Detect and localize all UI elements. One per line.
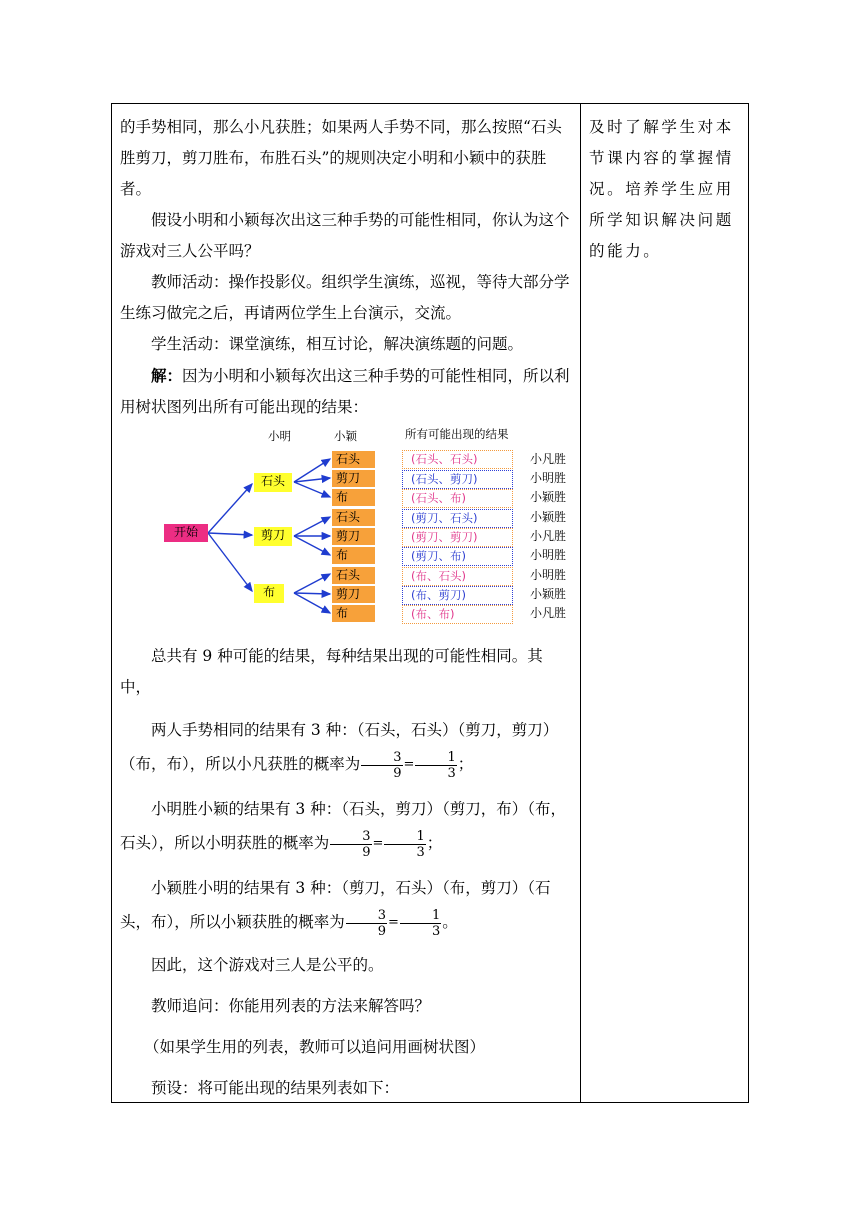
arrow-2-1 xyxy=(294,517,330,536)
result-item: (石头、布) xyxy=(402,489,513,508)
arrow-1-3 xyxy=(294,482,330,497)
result-item: (石头、剪刀) xyxy=(402,470,513,489)
result-item: (剪刀、剪刀) xyxy=(402,528,513,547)
paragraph-teacher-question: 教师追问：你能用列表的方法来解答吗？ xyxy=(151,997,431,1015)
paragraph-total: 总共有 9 种可能的结果，每种结果出现的可能性相同。其中， xyxy=(120,647,543,696)
winner-label: 小凡胜 xyxy=(530,529,567,543)
paragraph-note: （如果学生用的列表，教师可以追问用画树状图） xyxy=(144,1038,486,1056)
winner-label: 小颖胜 xyxy=(530,587,567,601)
level2-node: 石头 xyxy=(332,567,375,584)
winner-label: 小凡胜 xyxy=(530,606,567,620)
paragraph-solution xyxy=(120,360,572,423)
fraction: $\frac{1}{3}$ xyxy=(384,829,425,860)
arrow-3-3 xyxy=(294,593,330,613)
arrow-3-2 xyxy=(294,593,330,594)
arrow-3-1 xyxy=(294,574,330,593)
paragraph-conclusion: 因此，这个游戏对三人是公平的。 xyxy=(151,956,384,974)
fraction: $\frac{3}{9}$ xyxy=(330,829,371,860)
result-item: (石头、石头) xyxy=(402,450,513,469)
level1-node-bu: 布 xyxy=(254,584,284,603)
winner-label: 小明胜 xyxy=(530,568,567,582)
equals-sign: = xyxy=(403,757,415,772)
side-note: 及时了解学生对本节课内容的掌握情况。培养学生应用所学知识解决问题的能力。 xyxy=(589,118,734,260)
header-xiaoming: 小明 xyxy=(268,429,291,443)
winner-label: 小明胜 xyxy=(530,471,567,485)
winner-label: 小凡胜 xyxy=(530,452,567,466)
paragraph-xiaoming: 小明胜小颖的结果有 3 种：（石头，剪刀）（剪刀，布）（布，石头），所以小明获胜的概率为 $\frac{3}{9}$ = $\frac{1}{3}$ ； xyxy=(120,800,566,860)
paragraph-question: 假设小明和小颖每次出这三种手势的可能性相同，你认为这个游戏对三人公平吗？ xyxy=(120,211,570,260)
start-node: 开始 xyxy=(164,524,208,542)
result-item: (布、石头) xyxy=(402,567,513,586)
fraction: $\frac{1}{3}$ xyxy=(400,908,441,939)
solution-text: 因为小明和小颖每次出这三种手势的可能性相同，所以利用树状图列出所有可能出现的结果： xyxy=(120,367,570,416)
paragraph-xiaofan: 两人手势相同的结果有 3 种：（石头，石头）（剪刀，剪刀）（布，布），所以小凡获胜的概率为 $\frac{3}{9}$ = $\frac{1}{3}$ ； xyxy=(120,721,559,781)
winner-label: 小明胜 xyxy=(530,548,567,562)
level2-node: 布 xyxy=(332,547,375,564)
header-all-results: 所有可能出现的结果 xyxy=(405,427,509,441)
level2-node: 布 xyxy=(332,489,375,506)
winner-label: 小颖胜 xyxy=(530,510,567,524)
level1-node-jiandao: 剪刀 xyxy=(254,527,292,546)
main-column xyxy=(120,112,572,1104)
result-item: (剪刀、石头) xyxy=(402,509,513,528)
xiaofan-text: 两人手势相同的结果有 3 种：（石头，石头）（剪刀，剪刀）（布，布），所以小凡获胜的概率为 xyxy=(120,721,559,773)
arrow-start-to-jiandao xyxy=(208,533,252,535)
fraction: $\frac{1}{3}$ xyxy=(415,750,456,781)
level2-node: 剪刀 xyxy=(332,470,375,487)
result-item: (布、剪刀) xyxy=(402,586,513,605)
level2-node: 石头 xyxy=(332,509,375,526)
winner-label: 小颖胜 xyxy=(530,490,567,504)
result-item: (布、布) xyxy=(402,605,513,624)
level2-node: 布 xyxy=(332,605,375,622)
equals-sign: = xyxy=(372,836,384,851)
arrow-2-3 xyxy=(294,536,330,555)
xiaoming-text: 小明胜小颖的结果有 3 种：（石头，剪刀）（剪刀，布）（布，石头），所以小明获胜的概率为 xyxy=(120,800,566,852)
side-column xyxy=(589,112,741,267)
tree-diagram xyxy=(120,427,572,633)
paragraph-preset: 预设：将可能出现的结果列表如下： xyxy=(151,1079,400,1097)
paragraph-xiaoying: 小颖胜小明的结果有 3 种：（剪刀，石头）（布，剪刀）（石头，布），所以小颖获胜的概率为 $\frac{3}{9}$ = $\frac{1}{3}$ 。 xyxy=(120,879,551,939)
paragraph-teacher-activity: 教师活动：操作投影仪。组织学生演练，巡视，等待大部分学生练习做完之后，再请两位学生上台演示，交流。 xyxy=(120,273,570,322)
arrow-start-to-shitou xyxy=(208,484,252,533)
paragraph-rules: 的手势相同，那么小凡获胜；如果两人手势不同，那么按照“石头胜剪刀，剪刀胜布，布胜石头”的规则决定小明和小颖中的获胜者。 xyxy=(120,118,562,198)
fraction: $\frac{3}{9}$ xyxy=(346,908,387,939)
xiaoying-text: 小颖胜小明的结果有 3 种：（剪刀，石头）（布，剪刀）（石头，布），所以小颖获胜的概率为 xyxy=(120,879,551,931)
level2-node: 剪刀 xyxy=(332,586,375,603)
arrow-start-to-bu xyxy=(208,533,252,591)
lesson-table xyxy=(111,103,749,1103)
fraction: $\frac{3}{9}$ xyxy=(361,750,402,781)
solution-label: 解： xyxy=(151,366,183,385)
equals-sign: = xyxy=(388,915,399,930)
column-divider xyxy=(580,104,581,1102)
header-xiaoying: 小颖 xyxy=(334,429,357,443)
level2-node: 剪刀 xyxy=(332,528,375,545)
result-item: (剪刀、布) xyxy=(402,547,513,566)
paragraph-student-activity: 学生活动：课堂演练，相互讨论，解决演练题的问题。 xyxy=(151,335,524,353)
level1-node-shitou: 石头 xyxy=(254,473,292,492)
level2-node: 石头 xyxy=(332,451,375,468)
